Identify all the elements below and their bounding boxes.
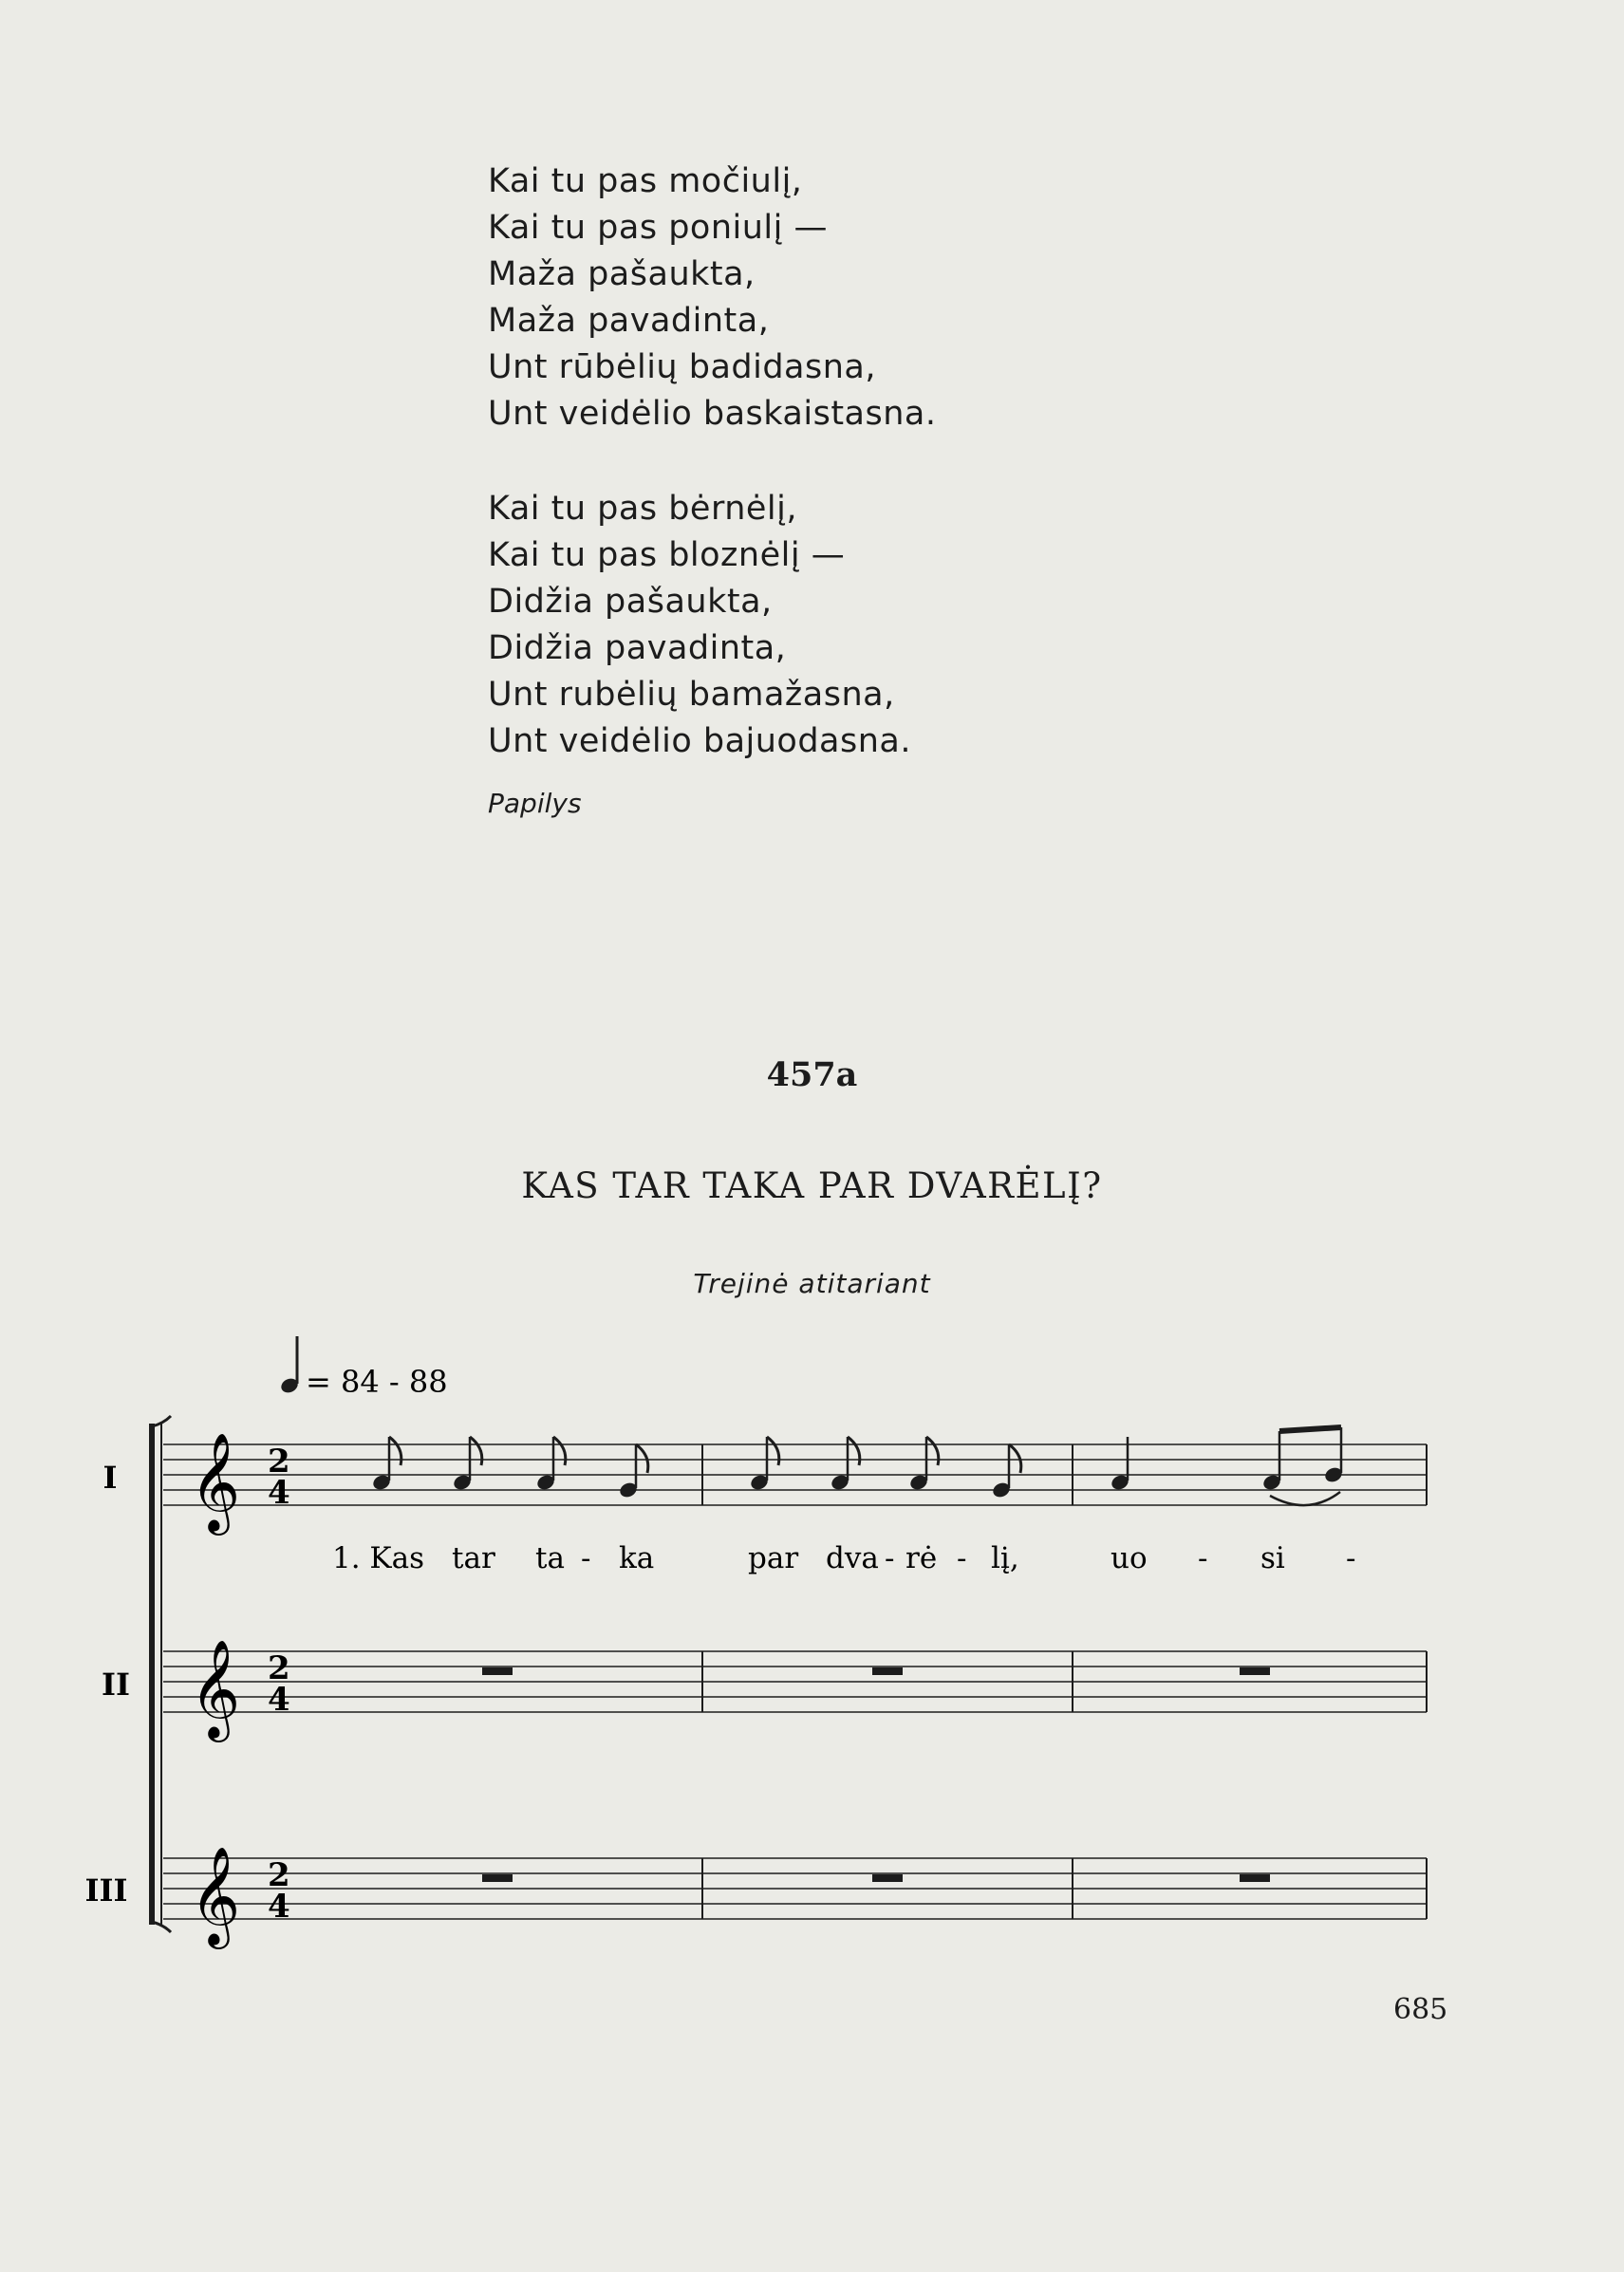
verse-line: Kai tu pas močiulį,: [488, 162, 803, 200]
system-bracket: [152, 1416, 171, 1932]
whole-rest-icon: [872, 1874, 903, 1882]
whole-rest-icon: [1240, 1667, 1270, 1675]
verse-line: Unt rubėlių bamažasna,: [488, 676, 895, 714]
song-number: 457a: [766, 1055, 858, 1094]
lyric-syllable: tar: [452, 1541, 495, 1575]
tempo-marking: [279, 1336, 448, 1400]
song-title: KAS TAR TAKA PAR DVARĖLĮ?: [521, 1165, 1103, 1206]
verse-line: Kai tu pas poniulį —: [488, 209, 828, 247]
lyric-syllable: ka: [619, 1541, 655, 1575]
treble-clef-icon: 𝄞: [190, 1639, 241, 1739]
lyric-syllable: ta: [535, 1541, 565, 1575]
lyric-syllable: dva: [826, 1541, 879, 1575]
lyric-syllable: lį,: [991, 1541, 1019, 1575]
lyric-syllable: -: [957, 1541, 967, 1575]
lyrics-line: [332, 1541, 1355, 1575]
time-signature-bottom: 4: [268, 1474, 290, 1512]
treble-clef-icon: 𝄞: [190, 1846, 241, 1946]
verse-line: Didžia pašaukta,: [488, 583, 773, 621]
verse-line: Kai tu pas bėrnėlį,: [488, 490, 798, 528]
note-eighth: [618, 1444, 648, 1499]
lyric-syllable: si: [1260, 1541, 1285, 1575]
whole-rest-icon: [482, 1667, 513, 1675]
staff-voice-2: [102, 1639, 1427, 1742]
whole-rest-icon: [872, 1667, 903, 1675]
voice-label: I: [103, 1460, 118, 1496]
note-eighth: [991, 1444, 1021, 1499]
lyric-syllable: -: [581, 1541, 591, 1575]
verse-line: Didžia pavadinta,: [488, 629, 787, 667]
lyric-syllable: uo: [1111, 1541, 1148, 1575]
time-signature-top: 2: [268, 1443, 290, 1481]
treble-clef-icon: 𝄞: [190, 1432, 241, 1532]
note-beam: [1279, 1427, 1341, 1431]
verse-line: Maža pavadinta,: [488, 302, 770, 340]
voice-label: III: [84, 1872, 128, 1909]
place-of-origin: Papilys: [488, 788, 582, 819]
time-signature-bottom: 4: [268, 1681, 290, 1719]
verse-line: Kai tu pas bloznėlį —: [488, 536, 846, 574]
voice-label: II: [102, 1667, 130, 1703]
verse-line: Maža pašaukta,: [488, 255, 756, 293]
whole-rest-icon: [1240, 1874, 1270, 1882]
time-signature-bottom: 4: [268, 1888, 290, 1926]
lyric-syllable: -: [1346, 1541, 1356, 1575]
slur: [1270, 1492, 1340, 1505]
lyric-syllable: -: [885, 1541, 895, 1575]
whole-rest-icon: [482, 1874, 513, 1882]
lyric-syllable: 1. Kas: [332, 1541, 424, 1575]
verse-line: Unt rūbėlių badidasna,: [488, 348, 876, 386]
tempo-value: = 84 - 88: [306, 1364, 448, 1400]
note-eighth-pair: [1261, 1427, 1344, 1505]
verse-line: Unt veidėlio bajuodasna.: [488, 722, 911, 760]
lyric-syllable: -: [1198, 1541, 1208, 1575]
lyric-syllable: rė: [905, 1541, 938, 1575]
verse-line: Unt veidėlio baskaistasna.: [488, 395, 937, 433]
time-signature-top: 2: [268, 1856, 290, 1894]
time-signature-top: 2: [268, 1649, 290, 1687]
staff-voice-1: [103, 1427, 1427, 1575]
lyric-syllable: par: [748, 1541, 799, 1575]
page-number: 685: [1393, 1993, 1448, 2026]
staff-voice-3: [85, 1846, 1427, 1949]
performance-note: Trejinė atitariant: [693, 1268, 931, 1299]
